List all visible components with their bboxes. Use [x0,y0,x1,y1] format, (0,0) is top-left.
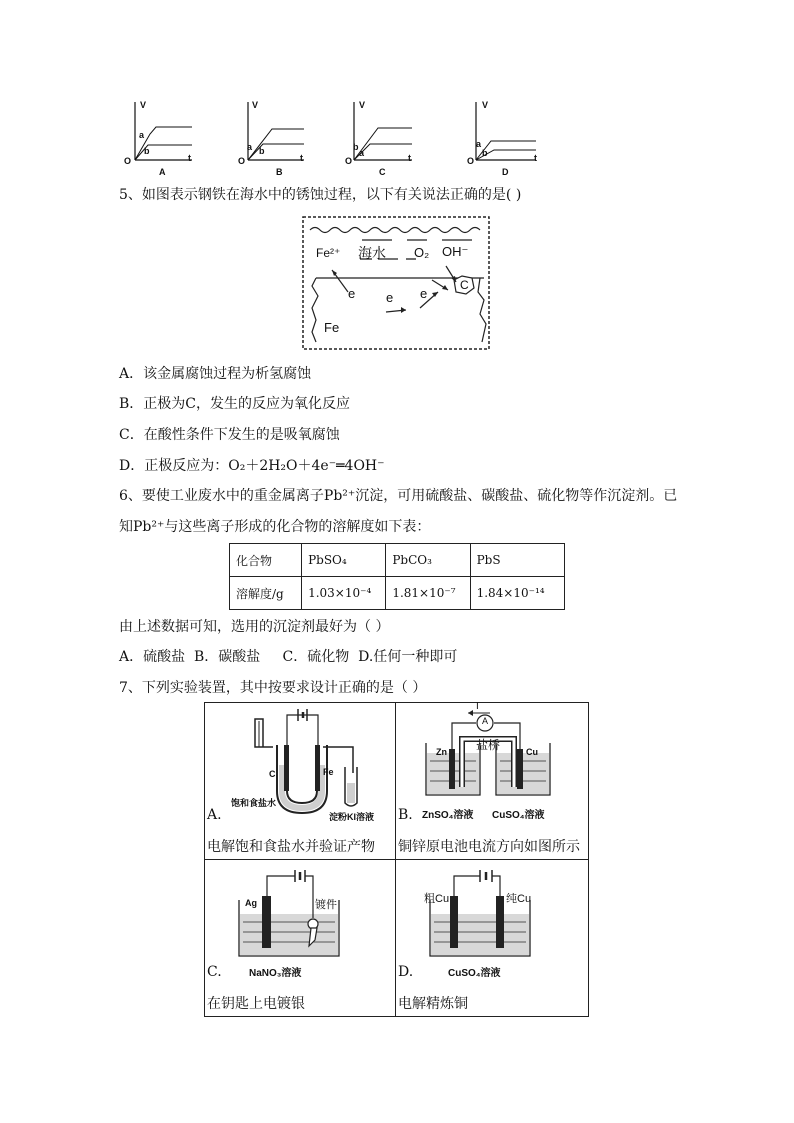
q5-option-b: B．正极为C，发生的反应为氧化反应 [119,396,350,412]
pure-cu-label: 纯Cu [506,893,532,905]
q5-option-a: A．该金属腐蚀过程为析氢腐蚀 [119,366,312,382]
graph-d-t: t [534,153,537,163]
cuso4-d-label: CuSO₄溶液 [448,968,501,979]
table-cell: PbSO₄ [302,544,386,577]
q7-a-letter: A. [207,807,222,823]
q7-cell-b [396,703,588,859]
cuso4-label: CuSO₄溶液 [492,810,545,821]
q7-cell-a [205,703,395,859]
q5-stem: 5、如图表示钢铁在海水中的锈蚀过程，以下有关说法正确的是( ) [119,187,522,203]
vt-graph-c [344,98,416,178]
q7-cell-d [396,860,588,1016]
seawater-label: 海水 [358,245,386,261]
q6-options: A．硫酸盐 B．碳酸盐 C．硫化物 D.任何一种即可 [119,649,458,665]
graph-a-v: V [140,100,147,110]
electrode-c-label: C [269,769,276,779]
fe2-label: Fe²⁺ [316,246,341,260]
c-label: C [460,278,469,292]
fe-label: Fe [324,320,340,335]
graph-d-caption: D [502,167,509,177]
table-cell: PbS [470,544,564,577]
electrode-fe-label: Fe [323,767,334,777]
ammeter-label: A [482,716,489,726]
salt-bridge-label: 盐桥 [476,738,501,752]
graph-c-caption: C [379,167,386,177]
crude-cu-label: 粗Cu [424,893,450,905]
table-cell: 1.81×10⁻⁷ [386,577,470,610]
q6-question: 由上述数据可知，选用的沉淀剂最好为（ ） [119,619,390,635]
q6-stem-line1: 6、要使工业废水中的重金属离子Pb²⁺沉淀，可用硫酸盐、碳酸盐、硫化物等作沉淀剂。已 [119,488,678,504]
table-row [230,577,565,610]
graph-b-t: t [300,153,303,163]
e-label-1: e [348,286,356,301]
graph-a-caption: A [159,167,166,177]
graph-a-t: t [188,153,191,163]
ki-solution-label: 淀粉KI溶液 [329,812,375,822]
q5-option-d: D．正极反应为：O₂＋2H₂O＋4e⁻═4OH⁻ [119,458,385,474]
graph-b-v: V [252,100,259,110]
q5-option-c: C．在酸性条件下发生的是吸氧腐蚀 [119,427,340,443]
table-cell: PbCO₃ [386,544,470,577]
q7-d-caption: 电解精炼铜 [398,996,468,1012]
graph-d-line-a: a [476,139,482,149]
q7-b-caption: 铜锌原电池电流方向如图所示 [398,839,580,855]
plated-item-label: 镀件 [315,899,337,911]
graph-b-line-b: b [259,146,265,156]
graph-c-o: O [345,156,353,166]
brine-label: 饱和食盐水 [231,798,277,808]
e-label-3: e [420,286,428,301]
solubility-table [229,543,565,610]
q7-b-letter: B. [398,807,413,823]
vt-graph-a [126,98,196,178]
q6-stem-line2: 知Pb²⁺与这些离子形成的化合物的溶解度如下表： [119,519,431,535]
table-cell: 1.03×10⁻⁴ [302,577,386,610]
graph-d-v: V [482,100,489,110]
graph-a-line-a: a [139,130,145,140]
q7-c-letter: C. [207,964,222,980]
q7-d-letter: D. [398,964,414,980]
galvanic-cell-diagram [396,703,588,813]
q7-a-caption: 电解饱和食盐水并验证产物 [207,839,375,855]
table-cell: 化合物 [230,544,302,577]
ag-label: Ag [245,898,257,908]
copper-refining-diagram [396,860,588,970]
graph-a-line-b: b [144,146,150,156]
graph-d-line-b: b [482,148,488,158]
q7-cell-c [205,860,395,1016]
q7-stem: 7、下列实验装置，其中按要求设计正确的是（ ） [119,680,427,696]
current-i-label: I [476,701,479,712]
vt-graph-b [236,98,308,178]
vt-graph-d [466,98,542,178]
nano3-label: NaNO₃溶液 [249,968,302,979]
graph-b-line-a: a [247,142,253,152]
graph-c-line-b: b [353,142,359,152]
e-label-2: e [386,290,394,305]
q7-c-caption: 在钥匙上电镀银 [207,996,305,1012]
graph-c-v: V [359,100,366,110]
graph-b-o: O [238,156,246,166]
znso4-label: ZnSO₄溶液 [422,810,474,821]
electroplating-diagram [205,860,395,970]
graph-b-caption: B [276,167,283,177]
cu-label: Cu [526,747,538,757]
graph-c-line-a: a [359,148,365,158]
oh-label: OH⁻ [442,244,469,259]
table-cell: 溶解度/g [230,577,302,610]
graph-d-o: O [467,156,475,166]
o2-label: O₂ [414,245,430,260]
graph-c-t: t [408,153,411,163]
graph-a-o: O [124,156,132,166]
table-header-row [230,544,565,577]
table-cell: 1.84×10⁻¹⁴ [470,577,564,610]
q5-figure [302,216,490,350]
q7-apparatus-grid [204,702,589,1017]
zn-label: Zn [436,747,447,757]
